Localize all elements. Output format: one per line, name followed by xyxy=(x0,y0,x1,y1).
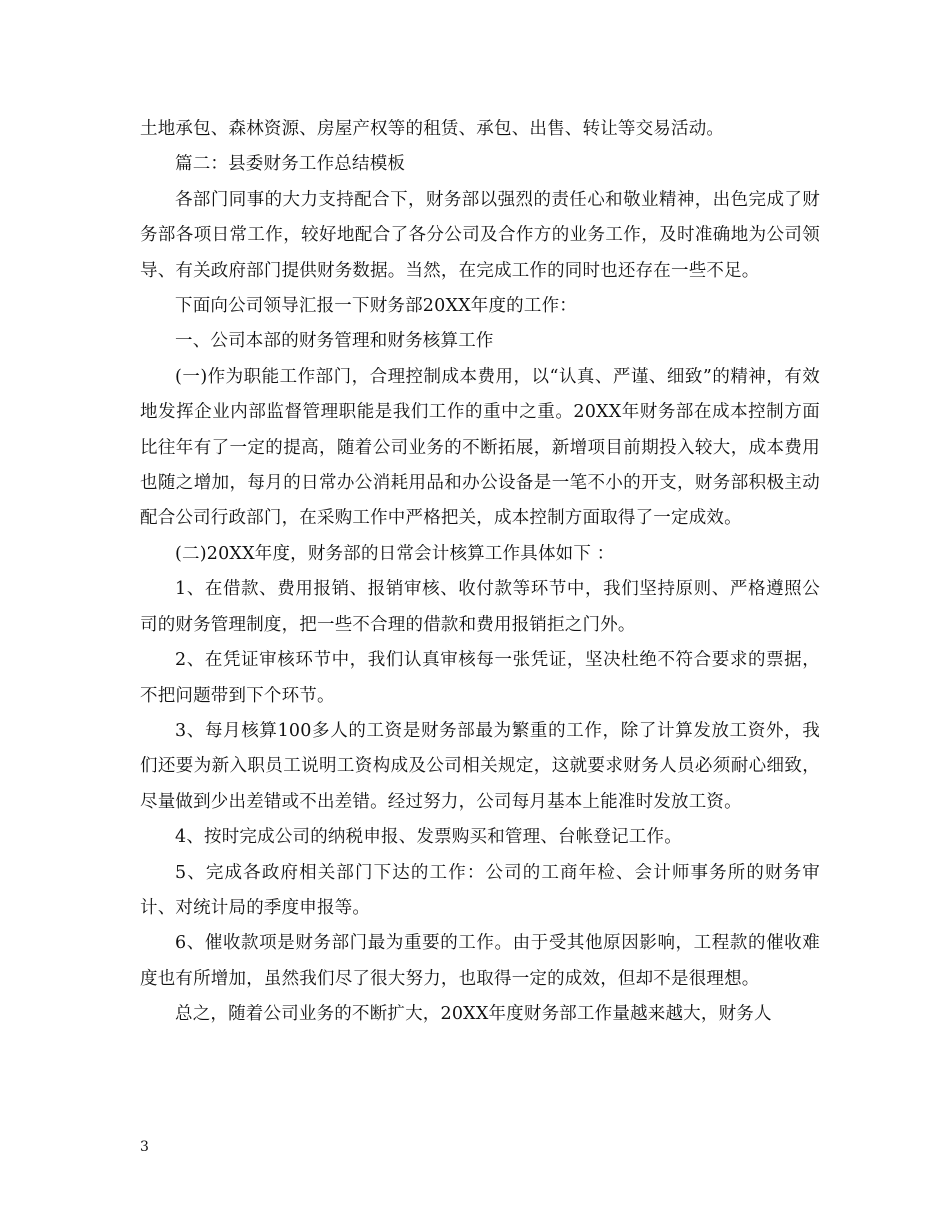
paragraph: 各部门同事的大力支持配合下，财务部以强烈的责任心和敬业精神，出色完成了财务部各项日常工作，较好地配合了各分公司及合作方的业务工作，及时准确地为公司领导、有关政府部门提供财务数据。当然，在完成工作的同时也还存在一些不足。 xyxy=(140,189,820,281)
list-item: 5、完成各政府相关部门下达的工作：公司的工商年检、会计师事务所的财务审计、对统计局的季度申报等。 xyxy=(140,862,820,918)
list-item: 6、催收款项是财务部门最为重要的工作。由于受其他原因影响，工程款的催收难度也有所增加，虽然我们尽了很大努力，也取得一定的成效，但却不是很理想。 xyxy=(140,933,820,989)
page-number: 3 xyxy=(140,1139,149,1155)
paragraph: (一)作为职能工作部门，合理控制成本费用，以“认真、严谨、细致”的精神，有效地发挥企业内部监督管理职能是我们工作的重中之重。20XX年财务部在成本控制方面比往年有了一定的提高，随着公司业务的不断拓展，新增项目前期投入较大，成本费用也随之增加，每月的日常办公消耗用品和办公设备是一笔不小的开支，财务部积极主动配合公司行政部门，在采购工作中严格把关，成本控制方面取得了一定成效。 xyxy=(140,366,820,529)
document-body xyxy=(140,112,820,1033)
list-item: 3、每月核算100多人的工资是财务部最为繁重的工作，除了计算发放工资外，我们还要为新入职员工说明工资构成及公司相关规定，这就要求财务人员必须耐心细致，尽量做到少出差错或不出差错。经过努力，公司每月基本上能准时发放工资。 xyxy=(140,720,820,812)
list-item: 4、按时完成公司的纳税申报、发票购买和管理、台帐登记工作。 xyxy=(175,827,682,848)
paragraph: (二)20XX年度，财务部的日常会计核算工作具体如下 ： xyxy=(175,543,615,564)
section-heading: 篇二：县委财务工作总结模板 xyxy=(175,154,406,175)
section-heading: 一、公司本部的财务管理和财务核算工作 xyxy=(175,331,494,352)
paragraph-continuation: 土地承包、森林资源、房屋产权等的租赁、承包、出售、转让等交易活动。 xyxy=(140,119,725,139)
list-item: 2、在凭证审核环节中，我们认真审核每一张凭证，坚决杜绝不符合要求的票据，不把问题带到下个环节。 xyxy=(140,650,820,706)
paragraph: 下面向公司领导汇报一下财务部20XX年度的工作： xyxy=(175,296,577,317)
list-item: 1、在借款、费用报销、报销审核、收付款等环节中，我们坚持原则、严格遵照公司的财务管理制度，把一些不合理的借款和费用报销拒之门外。 xyxy=(140,579,820,635)
paragraph: 总之，随着公司业务的不断扩大，20XX年度财务部工作量越来越大，财务人 xyxy=(175,1004,772,1025)
